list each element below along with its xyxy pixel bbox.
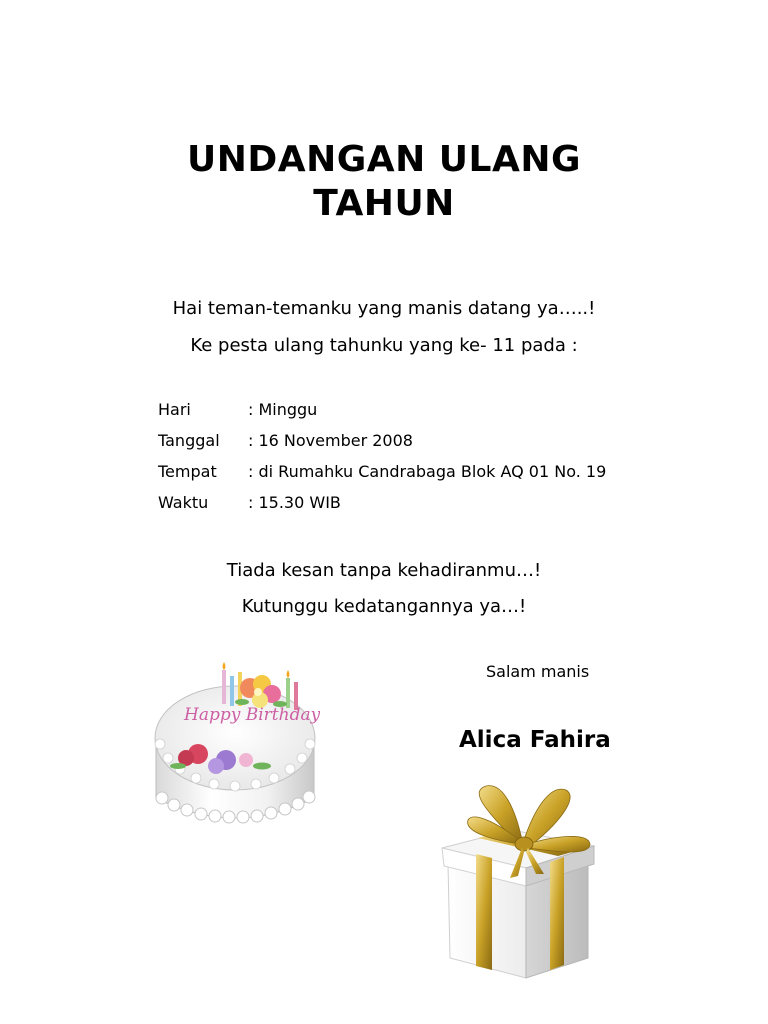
gift-box-icon bbox=[438, 782, 603, 982]
closing-line-1: Tiada kesan tanpa kehadiranmu…! bbox=[226, 560, 542, 581]
detail-value: : 15.30 WIB bbox=[248, 493, 341, 512]
invitation-title bbox=[0, 138, 768, 226]
title-line-2: TAHUN bbox=[313, 183, 455, 224]
title-line-1: UNDANGAN ULANG bbox=[186, 139, 582, 180]
detail-row-time bbox=[158, 491, 606, 522]
detail-label: Hari bbox=[158, 400, 191, 419]
detail-label: Tempat bbox=[158, 462, 217, 481]
detail-value: : 16 November 2008 bbox=[248, 431, 413, 450]
detail-row-day bbox=[158, 398, 606, 429]
greeting-line-1: Hai teman-temanku yang manis datang ya…..! bbox=[172, 298, 596, 319]
closing-line-2: Kutunggu kedatangannya ya…! bbox=[241, 596, 527, 617]
detail-row-place bbox=[158, 460, 606, 491]
salutation: Salam manis bbox=[486, 662, 590, 681]
birthday-cake-icon bbox=[150, 648, 320, 838]
cake-writing: Happy Birthday bbox=[184, 705, 320, 725]
detail-label: Waktu bbox=[158, 493, 209, 512]
detail-value: : Minggu bbox=[248, 400, 318, 419]
detail-row-date bbox=[158, 429, 606, 460]
signer-name: Alica Fahira bbox=[459, 727, 611, 753]
detail-label: Tanggal bbox=[158, 431, 220, 450]
greeting-line-2: Ke pesta ulang tahunku yang ke- 11 pada : bbox=[190, 335, 578, 356]
event-details bbox=[158, 398, 606, 522]
detail-value: : di Rumahku Candrabaga Blok AQ 01 No. 19 bbox=[248, 462, 607, 481]
